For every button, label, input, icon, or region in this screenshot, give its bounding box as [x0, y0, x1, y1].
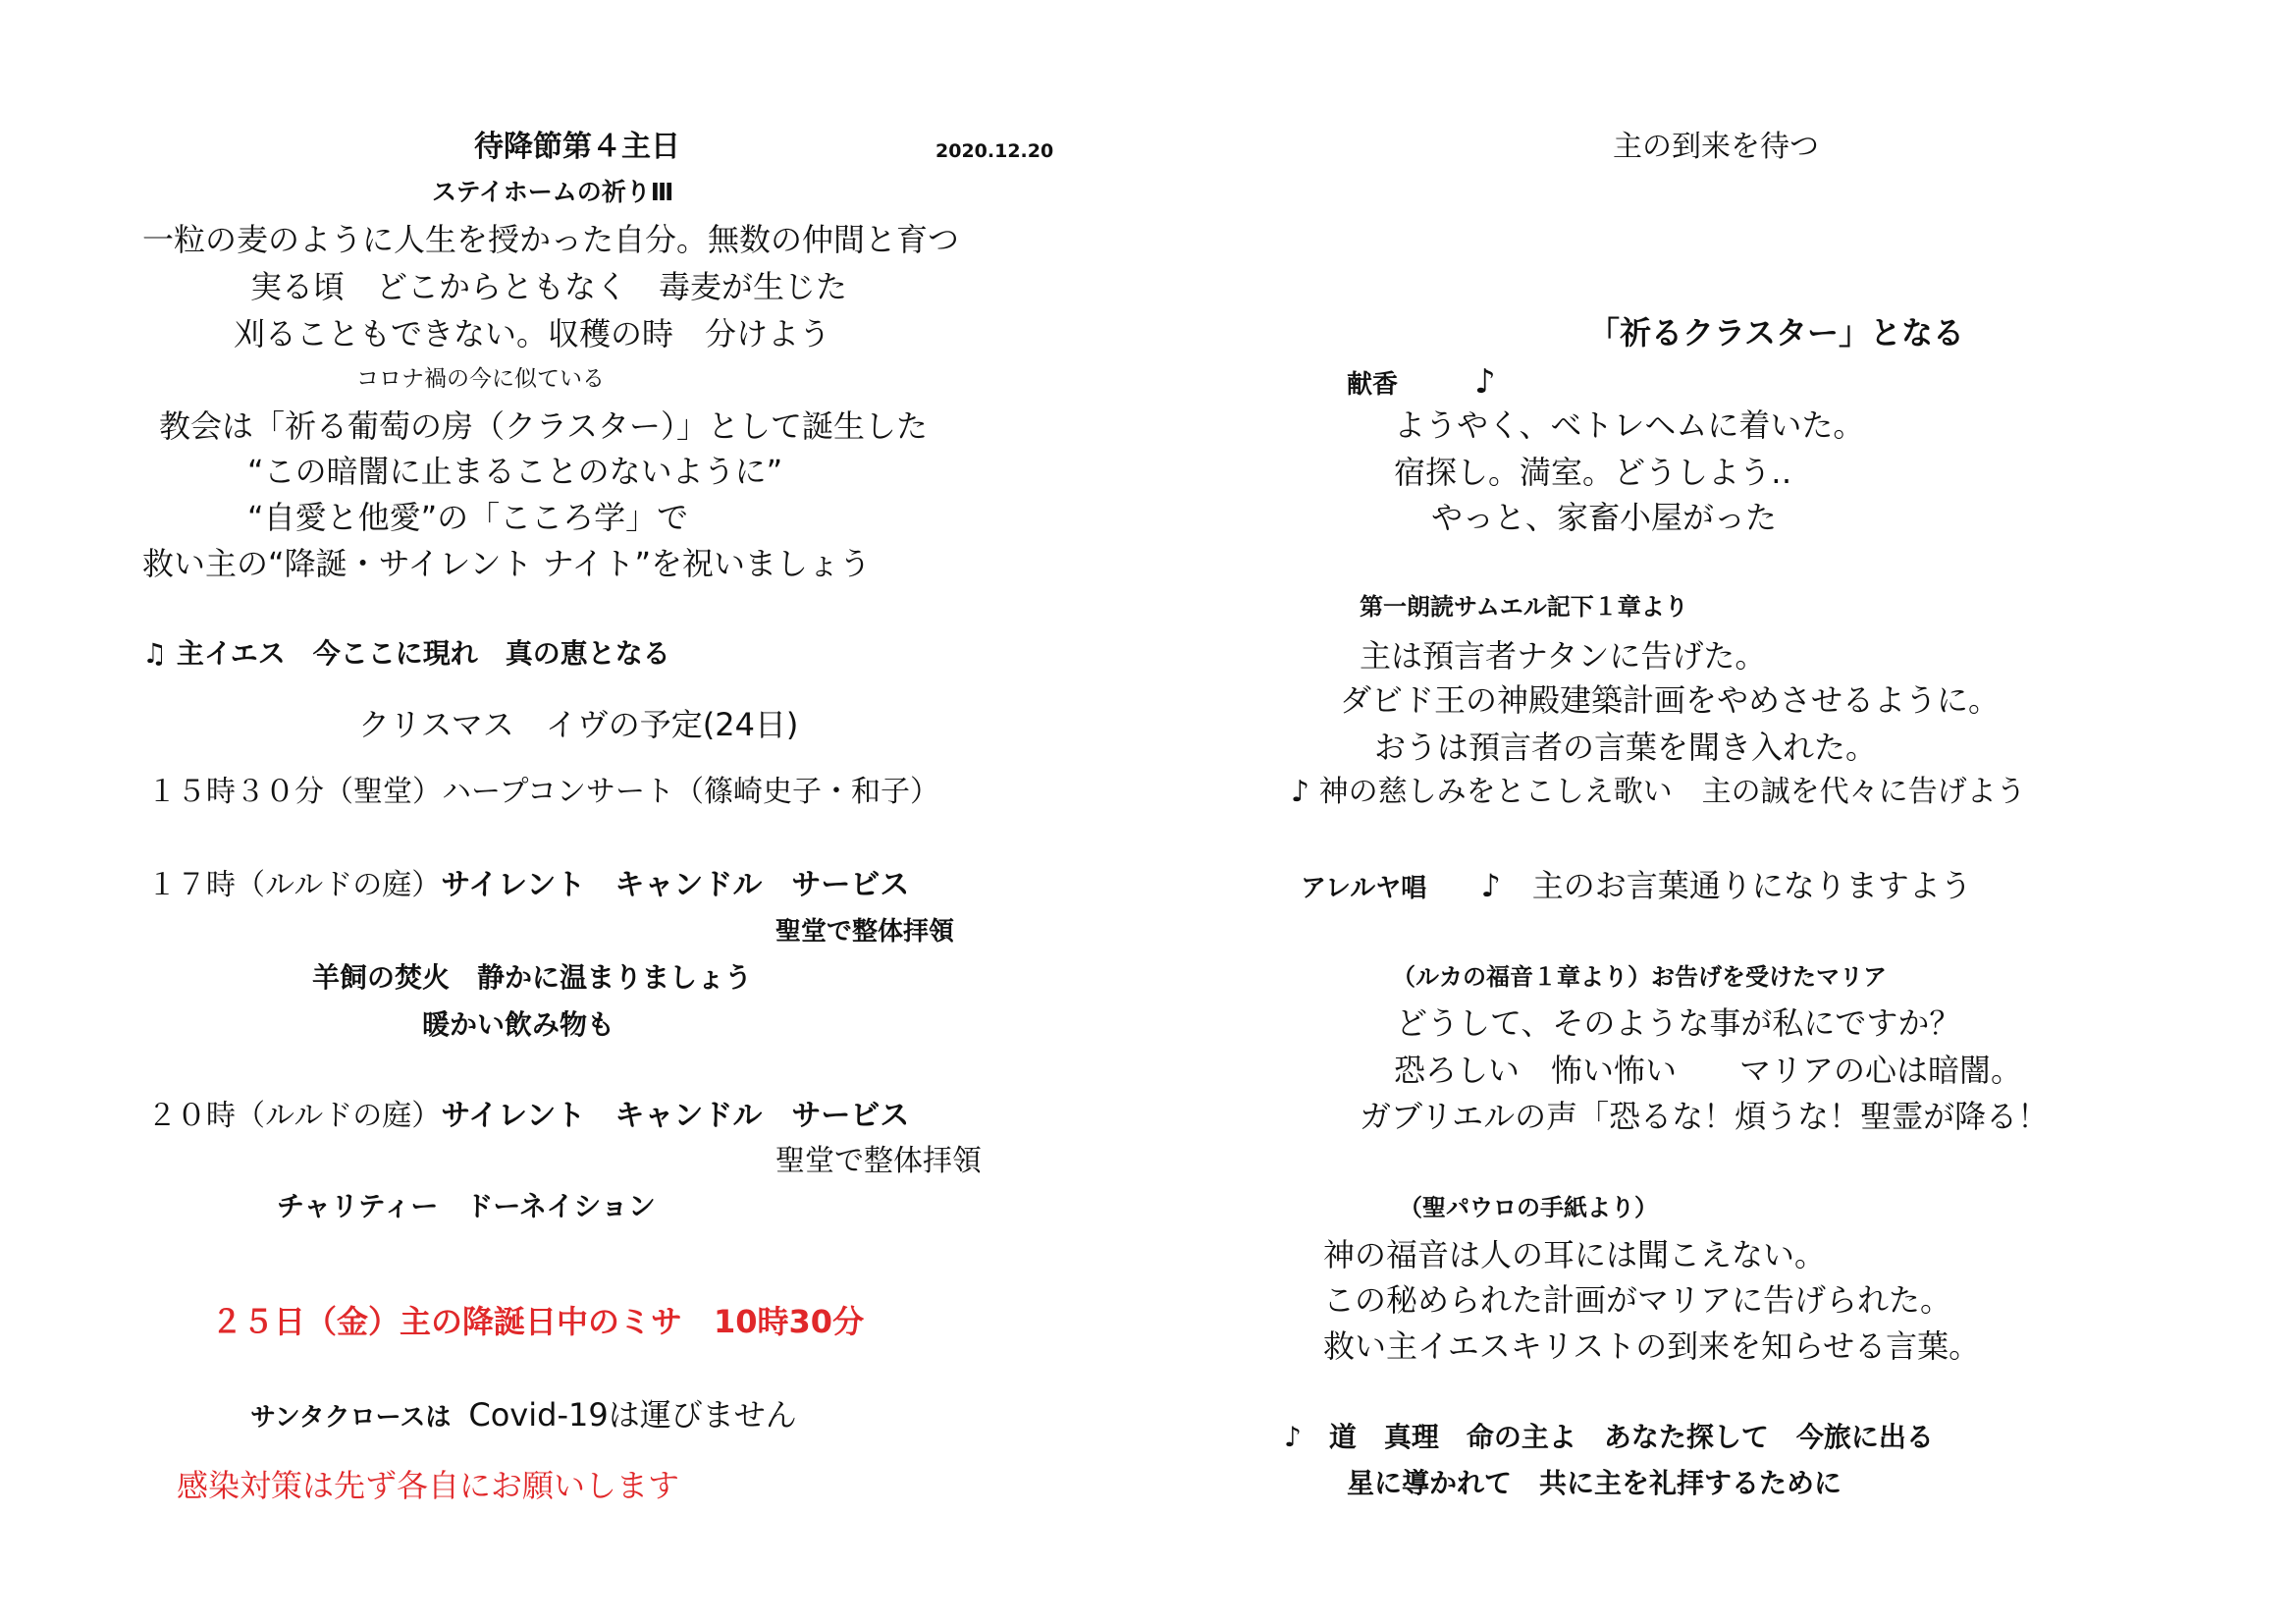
event-harp-concert: １５時３０分（聖堂）ハープコンサート（篠崎史子・和子） — [147, 775, 939, 809]
event-1700 — [147, 868, 910, 902]
event-1700-time: １７時 — [147, 868, 236, 902]
reading1-line-1: 主は預言者ナタンに告げた。 — [1360, 637, 1767, 675]
final-line-2: 星に導かれて 共に主を礼拝するために — [1347, 1467, 1842, 1499]
event-2000-place: （ルルドの庭） — [236, 1099, 442, 1133]
santa-label: サンタクロースは — [250, 1403, 452, 1433]
event-1700-place: （ルルドの庭） — [236, 868, 442, 902]
event-2000-name: サイレント キャンドル サービス — [441, 1099, 910, 1133]
alleluia-label: アレルヤ唱 — [1301, 874, 1427, 903]
right-title: 主の到来を待つ — [1613, 130, 1819, 164]
final-line-1: ♪ 道 真理 命の主よ あなた探して 今旅に出る — [1284, 1421, 1934, 1453]
cluster-heading: 「祈るクラスター」となる — [1588, 314, 1965, 352]
corona-note: コロナ禍の今に似ている — [356, 366, 605, 392]
event-1700-note: 聖堂で整体拝領 — [775, 917, 955, 947]
church-line-2: “この暗闇に止まることのないように” — [247, 453, 783, 490]
charity-line: チャリティー ドーネイション — [277, 1190, 656, 1222]
event-1700-name: サイレント キャンドル サービス — [441, 868, 910, 902]
gospel-title: （ルカの福音１章より）お告げを受けたマリア — [1392, 963, 1887, 991]
music-note-icon: ♪ — [1474, 362, 1496, 402]
poem-line-2: 実る頃 どこからともなく 毒麦が生じた — [250, 268, 848, 305]
event-2000-note: 聖堂で整体拝領 — [775, 1144, 982, 1178]
event-2000-time: ２０時 — [147, 1099, 236, 1133]
left-title: 待降節第４主日 — [474, 130, 680, 164]
paul-line-2: この秘められた計画がマリアに告げられた。 — [1323, 1281, 1952, 1319]
incense-label: 献香 — [1347, 370, 1399, 400]
incense-line — [1347, 362, 1496, 402]
left-subtitle: ステイホームの祈りⅢ — [432, 178, 674, 206]
hymn-line: ♫ 主イエス 今ここに現れ 真の恵となる — [142, 637, 670, 670]
incense-line-2: 宿探し。満室。どうしよう‥ — [1394, 454, 1792, 491]
santa-line — [250, 1396, 797, 1434]
poem-line-3: 刈ることもできない。収穫の時 分けよう — [234, 315, 831, 352]
paul-line-3: 救い主イエスキリストの到来を知らせる言葉。 — [1323, 1327, 1981, 1365]
poem-line-1: 一粒の麦のように人生を授かった自分。無数の仲間と育つ — [142, 221, 960, 258]
infection-note: 感染対策は先ず各自にお願いします — [177, 1467, 680, 1504]
gospel-line-3: ガブリエルの声「恐るな！煩うな！聖霊が降る！ — [1360, 1098, 2050, 1135]
gospel-line-2: 恐ろしい 怖い怖い マリアの心は暗闇。 — [1394, 1052, 2023, 1089]
reading1-line-3: おうは預言者の言葉を聞き入れた。 — [1374, 729, 1878, 766]
bonfire-line: 羊飼の焚火 静かに温まりましょう — [312, 961, 753, 994]
santa-text: Covid-19は運びません — [468, 1396, 797, 1434]
christmas-mass: ２５日（金）主の降誕日中のミサ 10時30分 — [211, 1303, 865, 1340]
church-line-4: 救い主の“降誕・サイレント ナイト”を祝いましょう — [142, 545, 872, 582]
psalm-line: ♪ 神の慈しみをとこしえ歌い 主の誠を代々に告げよう — [1291, 775, 2026, 809]
event-2000 — [147, 1099, 910, 1133]
incense-line-3: やっと、家畜小屋がった — [1431, 499, 1778, 536]
eve-heading: クリスマス イヴの予定(24日) — [358, 706, 799, 743]
alleluia-text: ♪ 主のお言葉通りになりますよう — [1480, 867, 1972, 904]
drinks-line: 暖かい飲み物も — [422, 1008, 615, 1041]
incense-line-1: ようやく、ベトレヘムに着いた。 — [1394, 406, 1865, 444]
church-line-3: “自愛と他愛”の「こころ学」で — [247, 499, 689, 536]
paul-line-1: 神の福音は人の耳には聞こえない。 — [1323, 1236, 1827, 1273]
gospel-line-1: どうして、そのような事が私にですか？ — [1396, 1004, 1961, 1042]
paul-title: （聖パウロの手紙より） — [1399, 1194, 1658, 1221]
date: 2020.12.20 — [935, 140, 1054, 162]
reading1-line-2: ダビド王の神殿建築計画をやめさせるように。 — [1340, 681, 2001, 719]
church-line-1: 教会は「祈る葡萄の房（クラスター）」として誕生した — [159, 407, 929, 445]
reading1-title: 第一朗読サムエル記下１章より — [1360, 593, 1688, 621]
alleluia-line — [1301, 867, 1972, 904]
